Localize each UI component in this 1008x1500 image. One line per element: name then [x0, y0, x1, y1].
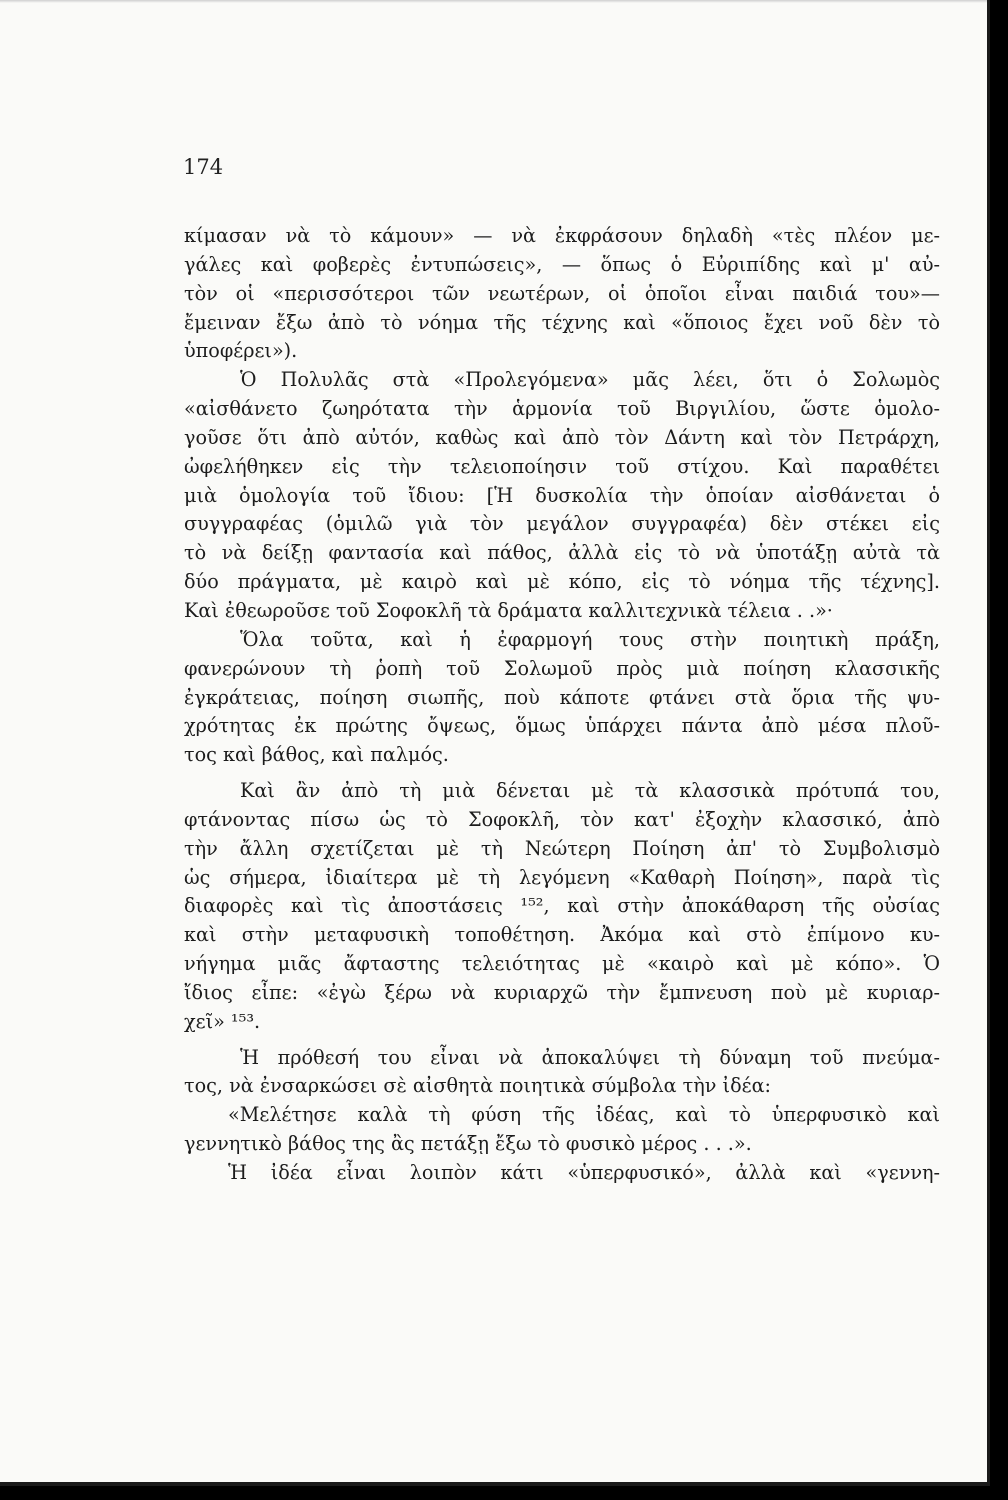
- page-number: 174: [183, 155, 224, 179]
- text-line: χεῖ» ¹⁵³.: [184, 1009, 261, 1033]
- paragraph-6-quote: [184, 1101, 940, 1159]
- text-line: κίμασαν νὰ τὸ κάμουν» — νὰ ἐκφράσουν δηλαδὴ «τὲς πλέον με-: [184, 224, 940, 247]
- text-line: τὸ νὰ δείξῃ φαντασία καὶ πάθος, ἀλλὰ εἰς τὸ νὰ ὑποτάξῃ αὐτὰ τὰ: [184, 541, 940, 565]
- text-line: τος, νὰ ἐνσαρκώσει σὲ αἰσθητὰ ποιητικὰ σύμβολα τὴν ἰδέα:: [184, 1074, 771, 1098]
- text-line: τὸν οἱ «περισσότεροι τῶν νεωτέρων, οἱ ὁποῖοι εἶναι παιδιά του»—: [184, 281, 940, 305]
- text-line: Ἡ ἰδέα εἶναι λοιπὸν κάτι «ὑπερφυσικό», ἀλλὰ καὶ «γεννη-: [228, 1161, 940, 1184]
- text-line: ὑποφέρει»).: [184, 339, 298, 363]
- text-line: ὡς σήμερα, ἰδιαίτερα μὲ τὴ λεγόμενη «Καθαρὴ Ποίηση», παρὰ τὶς: [184, 865, 940, 889]
- text-line: ὠφελήθηκεν εἰς τὴν τελειοποίησιν τοῦ στίχου. Καὶ παραθέτει: [184, 454, 940, 478]
- text-line: Καὶ ἂν ἀπὸ τὴ μιὰ δένεται μὲ τὰ κλασσικὰ πρότυπά του,: [240, 779, 940, 803]
- paragraph-1: [184, 222, 940, 366]
- text-line: καὶ στὴν μεταφυσικὴ τοποθέτηση. Ἀκόμα καὶ στὸ ἐπίμονο κυ-: [184, 923, 940, 947]
- text-line: Καὶ ἐθεωροῦσε τοῦ Σοφοκλῆ τὰ δράματα καλλιτεχνικὰ τέλεια . .»·: [184, 598, 833, 622]
- text-line: ἐγκράτειας, ποίηση σιωπῆς, ποὺ κάποτε φτάνει στὰ ὅρια τῆς ψυ-: [184, 685, 940, 709]
- text-line: γεννητικὸ βάθος της ἂς πετάξῃ ἔξω τὸ φυσικὸ μέρος . . .».: [184, 1132, 752, 1156]
- paragraph-2: [184, 366, 940, 626]
- text-line: γάλες καὶ φοβερὲς ἐντυπώσεις», — ὅπως ὁ Εὐριπίδης καὶ μ' αὐ-: [184, 252, 940, 276]
- paragraph-4: [184, 777, 940, 1037]
- text-line: ἔμειναν ἔξω ἀπὸ τὸ νόημα τῆς τέχνης καὶ «ὅποιος ἔχει νοῦ δὲν τὸ: [184, 310, 940, 334]
- text-line: «αἰσθάνετο ζωηρότατα τὴν ἁρμονία τοῦ Βιργιλίου, ὥστε ὁμολο-: [184, 397, 940, 421]
- text-line: γοῦσε ὅτι ἀπὸ αὐτόν, καθὼς καὶ ἀπὸ τὸν Δάντη καὶ τὸν Πετράρχη,: [184, 425, 940, 449]
- text-line: «Μελέτησε καλὰ τὴ φύση τῆς ἰδέας, καὶ τὸ ὑπερφυσικὸ καὶ: [228, 1103, 940, 1127]
- text-line: τος καὶ βάθος, καὶ παλμός.: [184, 743, 449, 767]
- paragraph-3: [184, 626, 940, 770]
- page-edge-shadow: [0, 0, 987, 3]
- text-line: νήγημα μιᾶς ἄφταστης τελειότητας μὲ «καιρὸ καὶ μὲ κόπο». Ὁ: [184, 952, 940, 976]
- text-line: συγγραφέας (ὁμιλῶ γιὰ τὸν μεγάλον συγγραφέα) δὲν στέκει εἰς: [184, 512, 940, 536]
- text-line: φανερώνουν τὴ ῥοπὴ τοῦ Σολωμοῦ πρὸς μιὰ ποίηση κλασσικῆς: [184, 656, 940, 680]
- paragraph-5: [184, 1044, 940, 1102]
- text-line: χρότητας ἐκ πρώτης ὄψεως, ὅμως ὑπάρχει πάντα ἀπὸ μέσα πλοῦ-: [184, 714, 940, 738]
- text-line: φτάνοντας πίσω ὡς τὸ Σοφοκλῆ, τὸν κατ' ἐξοχὴν κλασσικό, ἀπὸ: [184, 807, 940, 831]
- paragraph-gap: [184, 770, 940, 777]
- text-line: τὴν ἄλλη σχετίζεται μὲ τὴ Νεώτερη Ποίηση ἀπ' τὸ Συμβολισμὸ: [184, 836, 940, 860]
- text-line: Ὅλα τοῦτα, καὶ ἡ ἐφαρμογή τους στὴν ποιητικὴ πράξη,: [240, 627, 940, 651]
- text-line: ἴδιος εἶπε: «ἐγὼ ξέρω νὰ κυριαρχῶ τὴν ἔμπνευση ποὺ μὲ κυριαρ-: [184, 980, 940, 1004]
- body-text: [184, 222, 940, 1188]
- text-line: Ἡ πρόθεσή του εἶναι νὰ ἀποκαλύψει τὴ δύναμη τοῦ πνεύμα-: [240, 1045, 940, 1069]
- paragraph-gap: [184, 1037, 940, 1044]
- text-line: διαφορὲς καὶ τὶς ἀποστάσεις ¹⁵², καὶ στὴν ἀποκάθαρση τῆς οὐσίας: [184, 894, 940, 918]
- text-line: μιὰ ὁμολογία τοῦ ἴδιου: [Ἡ δυσκολία τὴν ὁποίαν αἰσθάνεται ὁ: [184, 483, 940, 507]
- text-line: Ὁ Πολυλᾶς στὰ «Προλεγόμενα» μᾶς λέει, ὅτι ὁ Σολωμὸς: [240, 368, 940, 392]
- paragraph-7: [184, 1159, 940, 1188]
- text-line: δύο πράγματα, μὲ καιρὸ καὶ μὲ κόπο, εἰς τὸ νόημα τῆς τέχνης].: [184, 570, 940, 594]
